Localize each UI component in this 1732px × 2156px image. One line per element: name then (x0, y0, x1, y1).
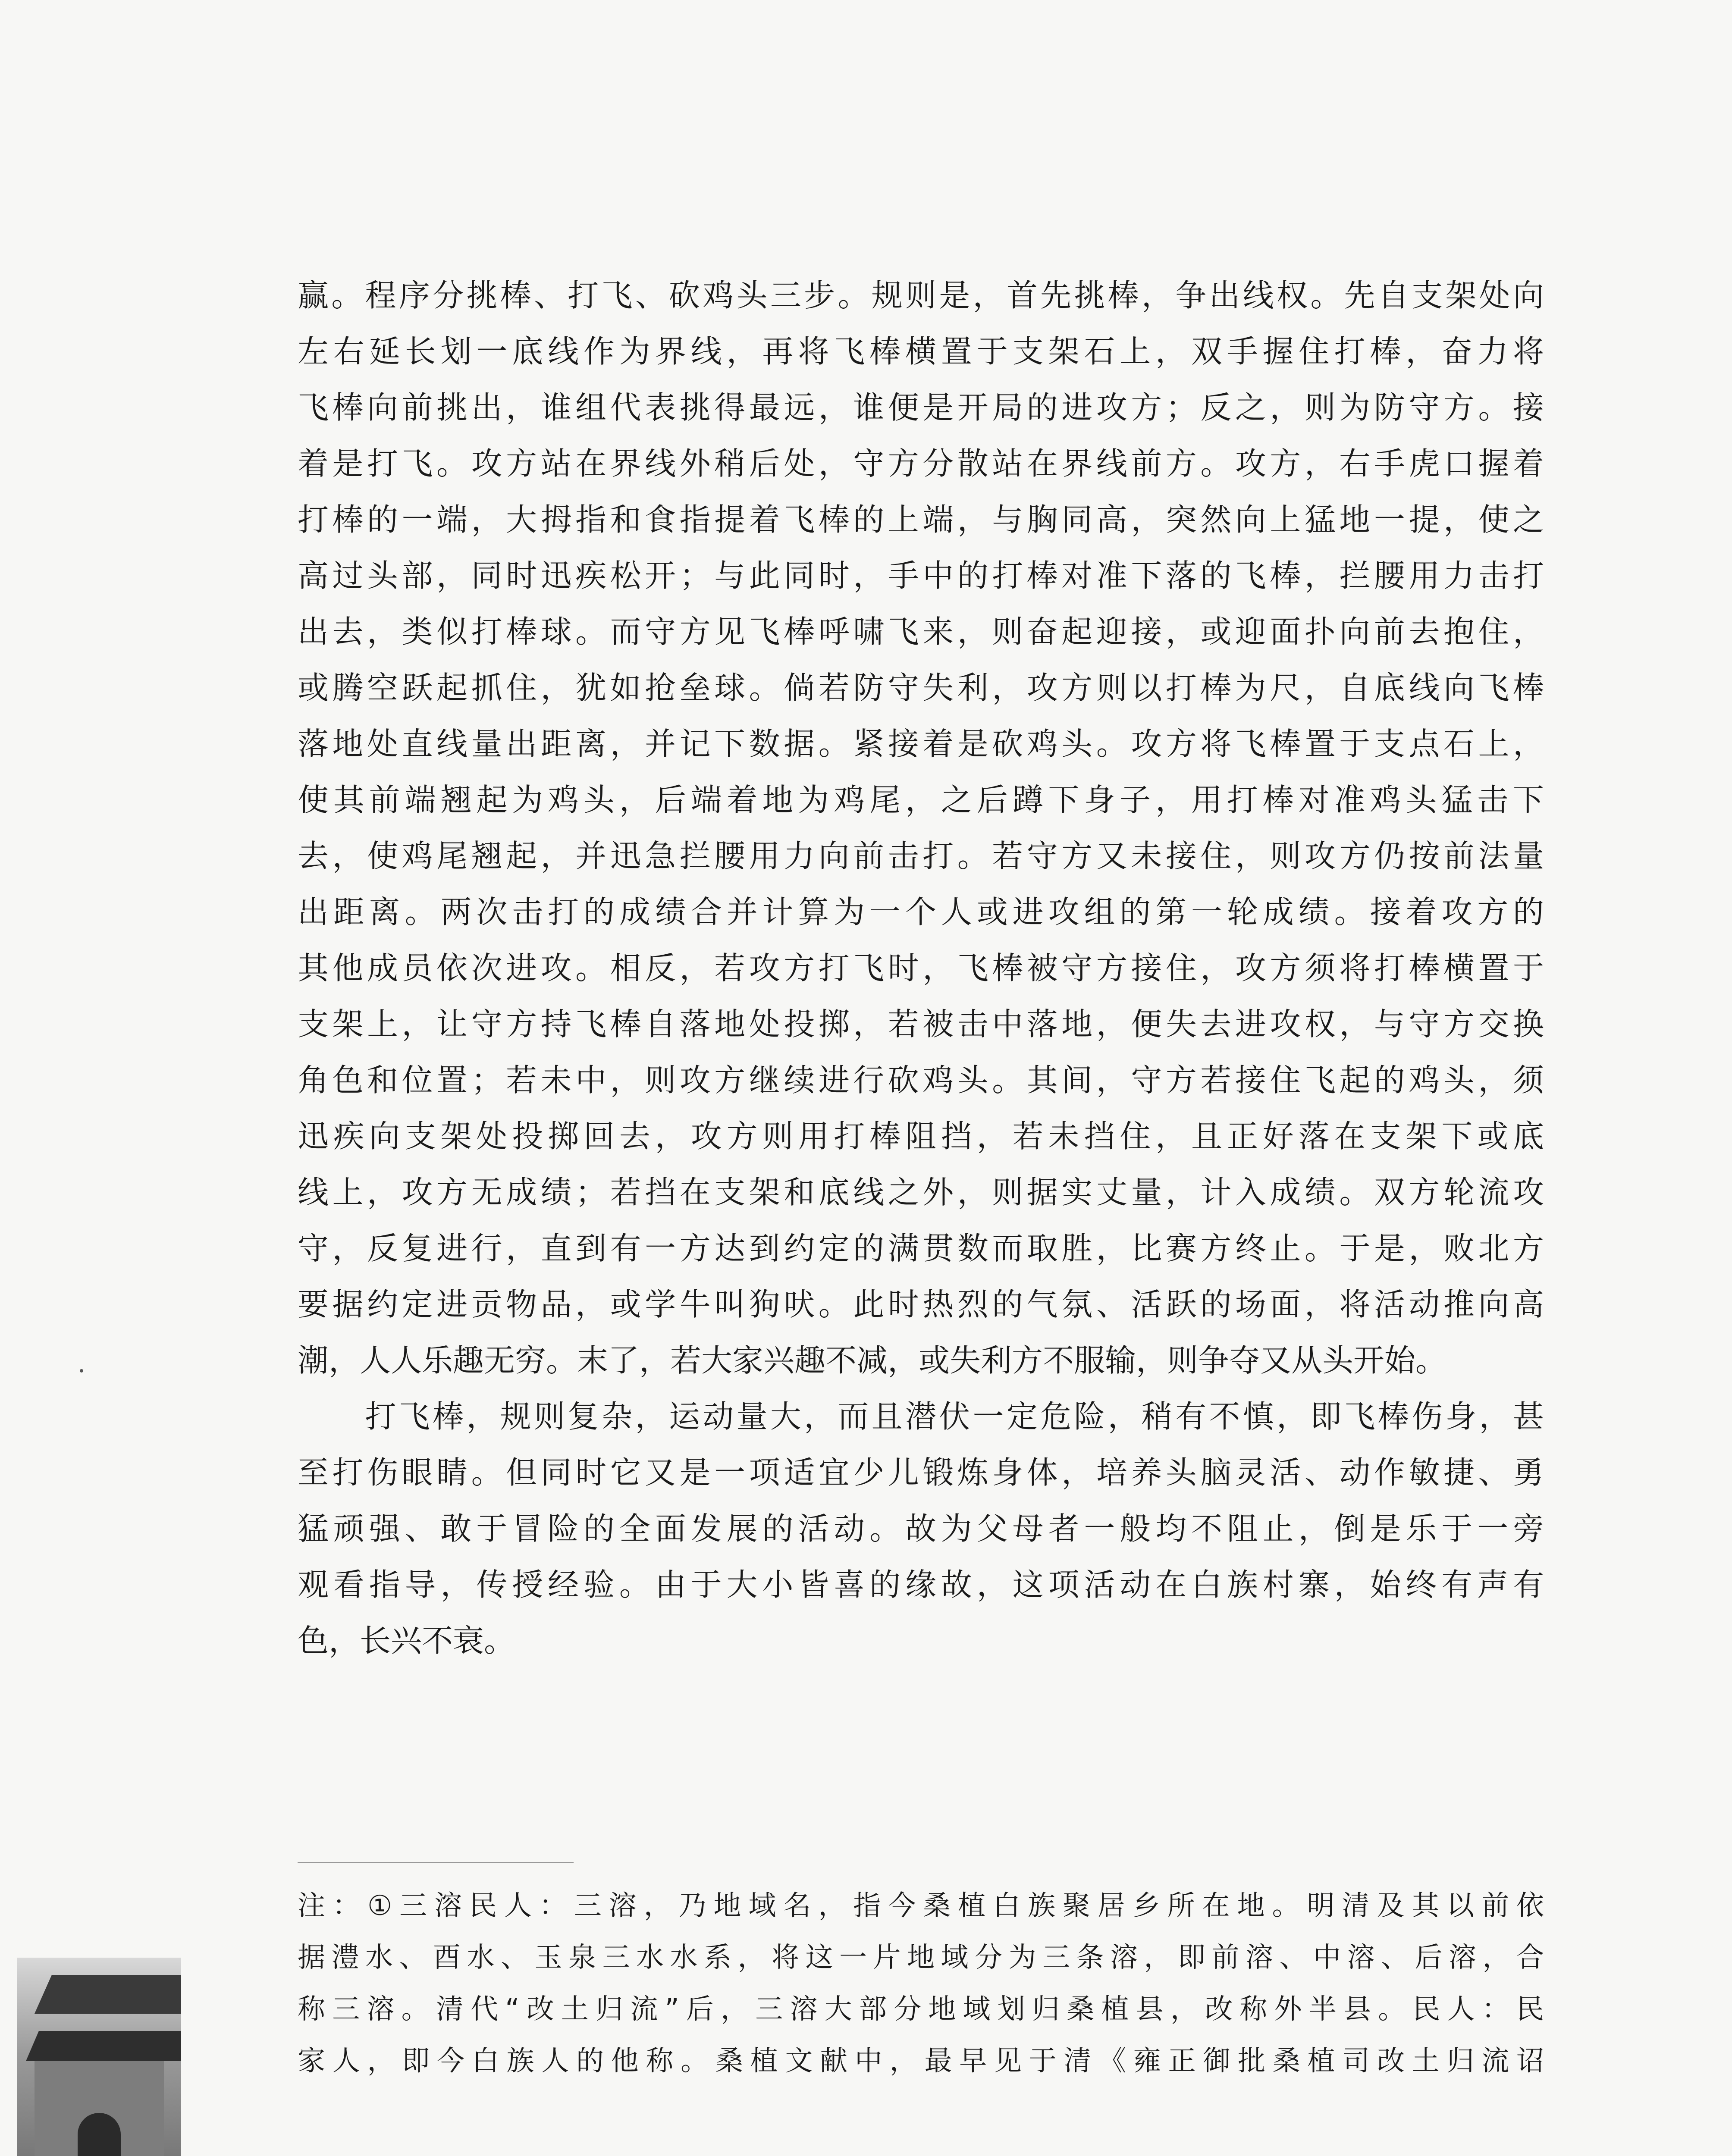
body-line: 去，使鸡尾翘起，并迅急拦腰用力向前击打。若守方又未接住，则攻方仍按前法量 (298, 838, 1544, 874)
body-line: 支架上，让守方持飞棒自落地处投掷，若被击中落地，便失去进攻权，与守方交换 (298, 1006, 1544, 1042)
body-line: 打飞棒，规则复杂，运动量大，而且潜伏一定危险，稍有不慎，即飞棒伤身，甚 (298, 1398, 1544, 1435)
temple-door (78, 2113, 121, 2156)
body-text (298, 267, 1544, 1669)
temple-roof (35, 1975, 181, 2014)
body-line: 飞棒向前挑出，谁组代表挑得最远，谁便是开局的进攻方；反之，则为防守方。接 (298, 389, 1544, 426)
body-line: 角色和位置；若未中，则攻方继续进行砍鸡头。其间，守方若接住飞起的鸡头，须 (298, 1062, 1544, 1098)
body-line: 左右延长划一底线作为界线，再将飞棒横置于支架石上，双手握住打棒，奋力将 (298, 333, 1544, 370)
body-line: 要据约定进贡物品，或学牛叫狗吠。此时热烈的气氛、活跃的场面，将活动推向高 (298, 1286, 1544, 1322)
footnote-line: 称三溶。清代“改土归流”后，三溶大部分地域划归桑植县，改称外半县。民人：民 (298, 1993, 1544, 2025)
body-line: 出去，类似打棒球。而守方见飞棒呼啸飞来，则奋起迎接，或迎面扑向前去抱住， (298, 614, 1544, 650)
body-line: 其他成员依次进攻。相反，若攻方打飞时，飞棒被守方接住，攻方须将打棒横置于 (298, 950, 1544, 986)
body-line: 色，长兴不衰。 (298, 1623, 515, 1659)
body-line: 着是打飞。攻方站在界线外稍后处，守方分散站在界线前方。攻方，右手虎口握着 (298, 445, 1544, 482)
body-line: 猛顽强、敢于冒险的全面发展的活动。故为父母者一般均不阻止，倒是乐于一旁 (298, 1510, 1544, 1547)
body-line: 落地处直线量出距离，并记下数据。紧接着是砍鸡头。攻方将飞棒置于支点石上， (298, 726, 1544, 762)
body-line: 出距离。两次击打的成绩合并计算为一个人或进攻组的第一轮成绩。接着攻方的 (298, 894, 1544, 930)
body-line: 赢。程序分挑棒、打飞、砍鸡头三步。规则是，首先挑棒，争出线权。先自支架处向 (298, 277, 1544, 313)
body-line: 线上，攻方无成绩；若挡在支架和底线之外，则据实丈量，计入成绩。双方轮流攻 (298, 1174, 1544, 1210)
body-line: 打棒的一端，大拇指和食指提着飞棒的上端，与胸同高，突然向上猛地一提，使之 (298, 501, 1544, 538)
body-line: 至打伤眼睛。但同时它又是一项适宜少儿锻炼身体，培养头脑灵活、动作敏捷、勇 (298, 1454, 1544, 1491)
footnote-line: 据澧水、酉水、玉泉三水水系，将这一片地域分为三条溶，即前溶、中溶、后溶，合 (298, 1942, 1544, 1974)
temple-lower-roof (26, 2031, 181, 2061)
footnote-divider (298, 1862, 574, 1863)
body-line: 守，反复进行，直到有一方达到约定的满贯数而取胜，比赛方终止。于是，败北方 (298, 1230, 1544, 1266)
body-line: 或腾空跃起抓住，犹如抢垒球。倘若防守失利，攻方则以打棒为尺，自底线向飞棒 (298, 670, 1544, 706)
body-line: 观看指导，传授经验。由于大小皆喜的缘故，这项活动在白族村寨，始终有声有 (298, 1567, 1544, 1603)
footnote-line: 家人，即今白族人的他称。桑植文献中，最早见于清《雍正御批桑植司改土归流诏 (298, 2045, 1544, 2077)
body-line: 高过头部，同时迅疾松开；与此同时，手中的打棒对准下落的飞棒，拦腰用力击打 (298, 558, 1544, 594)
footnote (298, 1880, 1544, 2087)
footnote-line: 注：①三溶民人：三溶，乃地域名，指今桑植白族聚居乡所在地。明清及其以前依 (298, 1890, 1544, 1922)
body-line: 潮，人人乐趣无穷。末了，若大家兴趣不减，或失利方不服输，则争夺又从头开始。 (298, 1342, 1447, 1379)
scan-speck (80, 1369, 83, 1373)
body-line: 迅疾向支架处投掷回去，攻方则用打棒阻挡，若未挡住，且正好落在支架下或底 (298, 1118, 1544, 1154)
temple-photo (17, 1958, 181, 2156)
body-line: 使其前端翘起为鸡头，后端着地为鸡尾，之后蹲下身子，用打棒对准鸡头猛击下 (298, 782, 1544, 818)
